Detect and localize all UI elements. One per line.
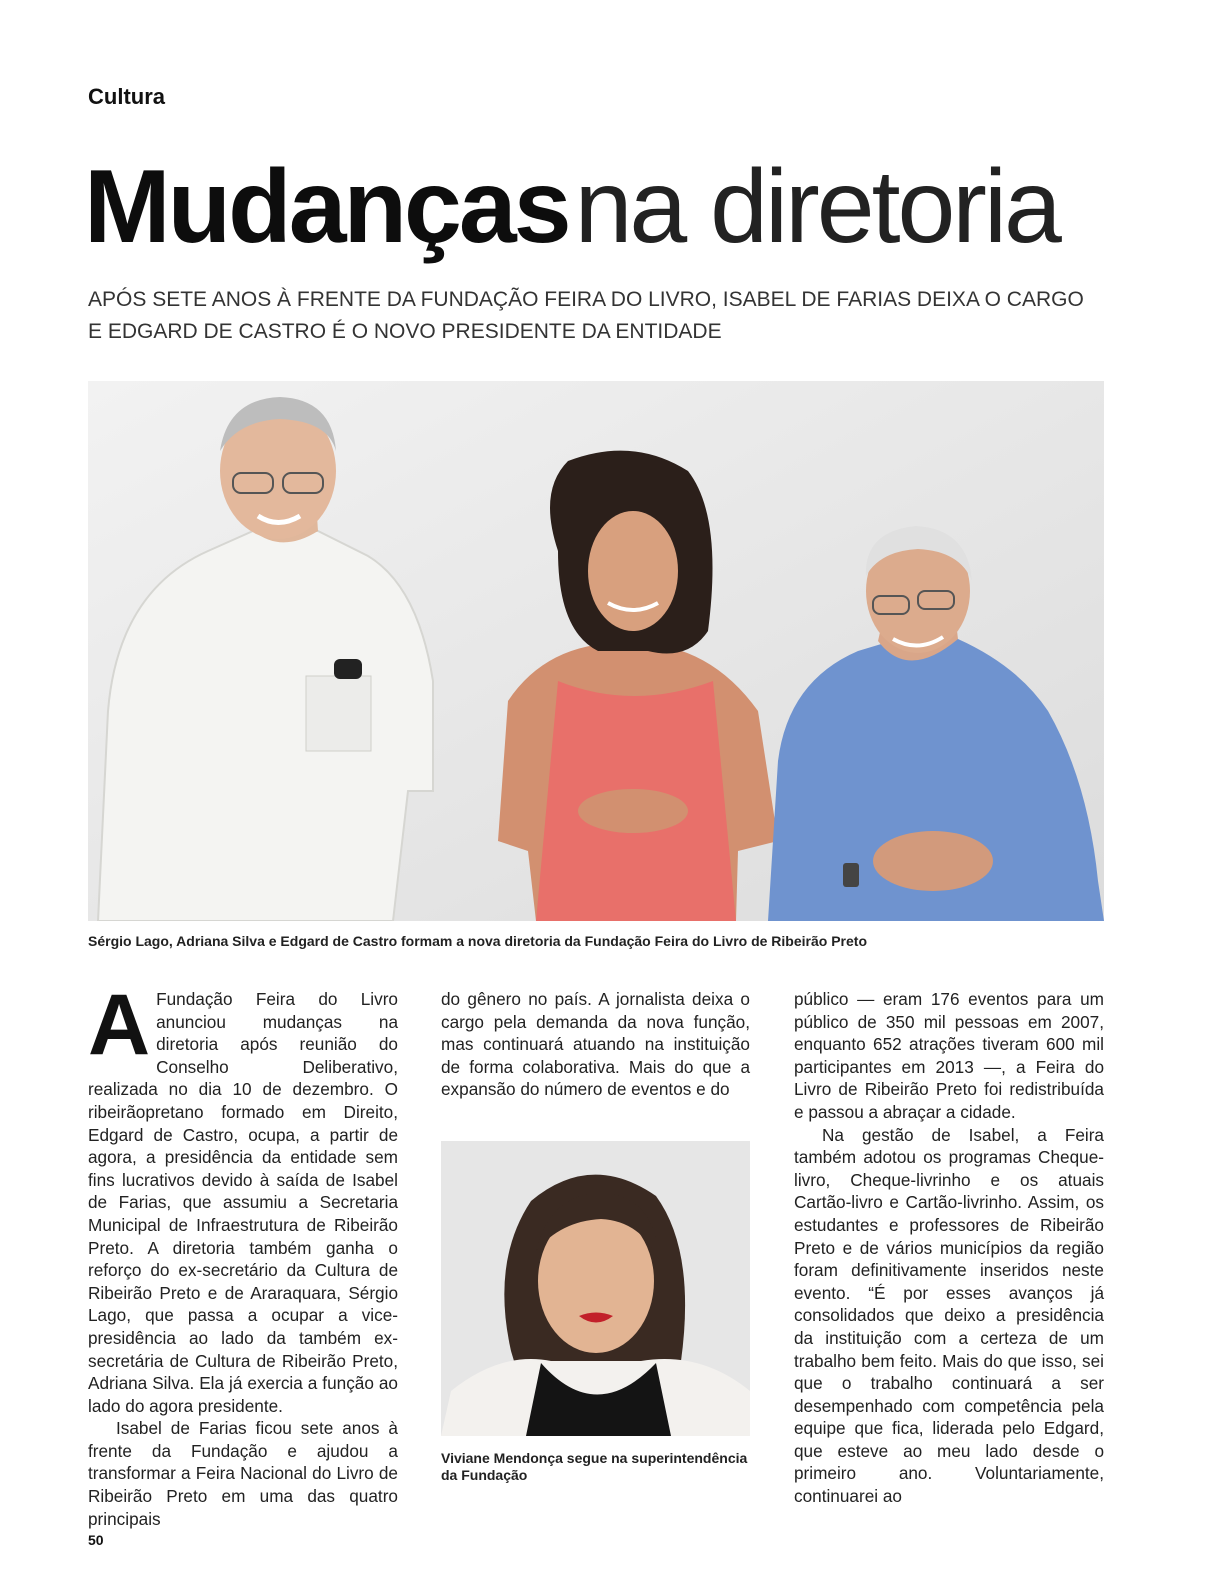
- section-label: Cultura: [88, 84, 165, 109]
- portrait-photo: [441, 1141, 750, 1436]
- article-paragraph: [88, 977, 398, 1417]
- main-photo-caption: Sérgio Lago, Adriana Silva e Edgard de Castro formam a nova diretoria da Fundação Feira do Livro de Ribeirão Preto: [88, 933, 867, 949]
- article-text: Fundação Feira do Livro anunciou mudanças na diretoria após reunião do Conselho Deliberativo, realizada no dia 10 de dezembro. O ribeirãopretano formado em Direito, Edgard de Castro, ocupa, a partir de agora, a presidência da entidade sem fins lucrativos devido à saída de Isabel de Farias, que assumiu a Secretaria Municipal de Infraestrutura de Ribeirão Preto. A diretoria também ganha o reforço do ex-secretário da Cultura de Ribeirão Preto e de Araraquara, Sérgio Lago, que passa a ocupar a vice-presidência ao lado da também ex-secretária de Cultura de Ribeirão Preto, Adriana Silva. Ela já exercia a função ao lado do agora presidente.: [88, 989, 398, 1416]
- subtitle-line-2: E EDGARD DE CASTRO É O NOVO PRESIDENTE DA ENTIDADE: [88, 320, 722, 343]
- article-column-3: [794, 988, 1104, 1508]
- article-paragraph: Isabel de Farias ficou sete anos à frente da Fundação e ajudou a transformar a Feira Nacional do Livro de Ribeirão Preto em uma das quatro principais: [88, 1418, 398, 1529]
- article-paragraph: público — eram 176 eventos para um público de 350 mil pessoas em 2007, enquanto 652 atrações tiveram 600 mil participantes em 2013 —, a Feira do Livro de Ribeirão Preto foi redistribuída e passou a abraçar a cidade.: [794, 989, 1104, 1122]
- subtitle: [88, 284, 1088, 348]
- subtitle-line-1: APÓS SETE ANOS À FRENTE DA FUNDAÇÃO FEIRA DO LIVRO, ISABEL DE FARIAS DEIXA O CARGO: [88, 288, 1084, 311]
- main-photo: [88, 381, 1104, 921]
- article-paragraph: Na gestão de Isabel, a Feira também adotou os programas Cheque-livro, Cheque-livrinho e os atuais Cartão-livro e Cartão-livrinho. Assim, os estudantes e professores de Ribeirão Preto e de vários municípios da região foram definitivamente inseridos neste evento. “É por esses avanços já consolidados que deixo a presidência da instituição com a certeza de um trabalho bem feito. Mais do que isso, sei que o trabalho continuará a ser desempenhado com competência pela equipe que fica, liderada pelo Edgard, que esteve ao meu lado desde o primeiro ano. Voluntariamente, continuarei ao: [794, 1124, 1104, 1507]
- drop-cap: A: [88, 977, 151, 1073]
- headline-bold: Mudanças: [84, 149, 569, 265]
- group-photo-illustration: [88, 381, 1104, 921]
- page-number: 50: [88, 1532, 104, 1548]
- article-column-1: [88, 977, 398, 1530]
- headline-light: na diretoria: [574, 149, 1059, 265]
- headline: [84, 149, 1059, 265]
- article-paragraph: do gênero no país. A jornalista deixa o cargo pela demanda da nova função, mas continuará atuando na instituição de forma colaborativa. Mais do que a expansão do número de eventos e do: [441, 989, 750, 1100]
- portrait-photo-caption: Viviane Mendonça segue na superintendência da Fundação: [441, 1450, 748, 1483]
- portrait-illustration: [441, 1141, 750, 1436]
- article-column-2: [441, 988, 750, 1101]
